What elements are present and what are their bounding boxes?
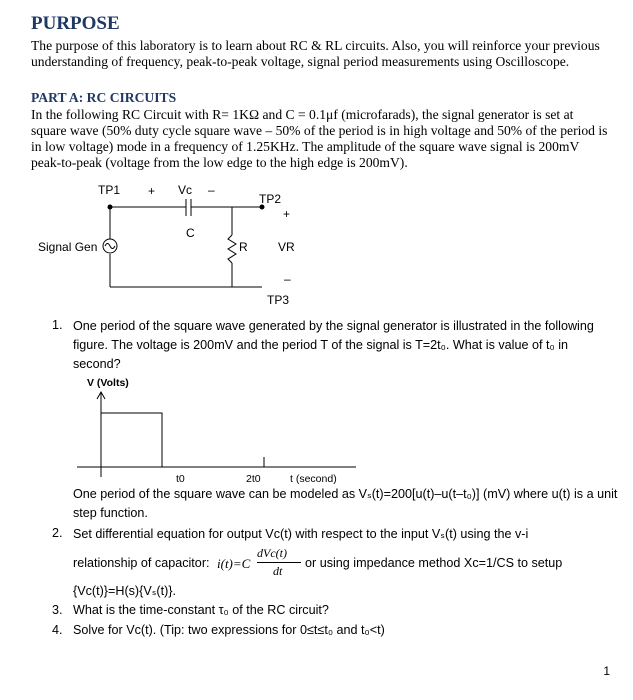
wave-2t0-label: 2t0 [246, 473, 261, 485]
q2-line2-start: relationship of capacitor: [73, 556, 210, 570]
wave-x-axis-label: t (second) [290, 473, 337, 485]
tp1-label: TP1 [98, 183, 121, 197]
vc-minus-sign: – [208, 183, 215, 197]
wave-y-axis-label: V (Volts) [87, 377, 129, 389]
q2-line3: {Vc(t)}=H(s){Vₛ(t)}. [73, 584, 177, 598]
q2-line2-end: or using impedance method Xc=1/CS to setup [305, 556, 563, 570]
q2-line1: Set differential equation for output Vc(t) with respect to the input Vₛ(t) using the v-i [73, 527, 529, 541]
vr-plus-sign: + [283, 207, 291, 221]
tp3-label: TP3 [267, 293, 290, 307]
part-a-description: In the following RC Circuit with R= 1KΩ and C = 0.1μf (microfarads), the signal generator is set at square wave (50% duty cycle square wave – 50% of the period is in high voltage and 50% of the period is in low voltage) mode in a frequency of 1.25KHz. The amplitude of the square wave signal is 200mV peak-to-peak (voltage from the low edge to the high edge is 200mV). [31, 107, 608, 170]
q2-formula-numerator: dVc(t) [257, 546, 287, 560]
tp2-label: TP2 [259, 192, 282, 206]
capacitor-label: C [186, 226, 195, 240]
q3-text: What is the time-constant τ₀ of the RC circuit? [73, 603, 329, 617]
page-title: PURPOSE [31, 13, 120, 34]
q3-number: 3. [52, 603, 63, 617]
wave-t0-label: t0 [176, 473, 185, 485]
q4-number: 4. [52, 623, 63, 637]
q2-formula-lhs: i(t)=C [217, 556, 251, 571]
resistor-label: R [239, 240, 248, 254]
q4-text: Solve for Vc(t). (Tip: two expressions for 0≤t≤t₀ and t₀<t) [73, 623, 385, 637]
q1-model-text: One period of the square wave can be modeled as Vₛ(t)=200[u(t)–u(t–t₀)] (mV) where u(t) is a unit step function. [73, 487, 618, 520]
vc-plus-sign: + [148, 184, 156, 198]
q2-number: 2. [52, 526, 63, 540]
page-number: 1 [603, 664, 610, 678]
vr-minus-sign: – [284, 272, 291, 286]
signal-gen-label: Signal Gen [38, 240, 98, 254]
part-a-heading: PART A: RC CIRCUITS [31, 90, 177, 105]
q1-number: 1. [52, 318, 63, 332]
vr-label: VR [278, 240, 295, 254]
q1-text: One period of the square wave generated by the signal generator is illustrated in the following figure. The voltage is 200mV and the period T of the signal is T=2t₀. What is value of t₀ in second? [73, 319, 594, 371]
q2-formula-denominator: dt [273, 564, 283, 578]
intro-paragraph: The purpose of this laboratory is to learn about RC & RL circuits. Also, you will reinforce your previous understanding of frequency, peak-to-peak voltage, signal period measurements using Oscilloscope. [31, 38, 600, 69]
q2-fraction-bar [257, 562, 301, 563]
vc-label: Vc [178, 183, 193, 197]
